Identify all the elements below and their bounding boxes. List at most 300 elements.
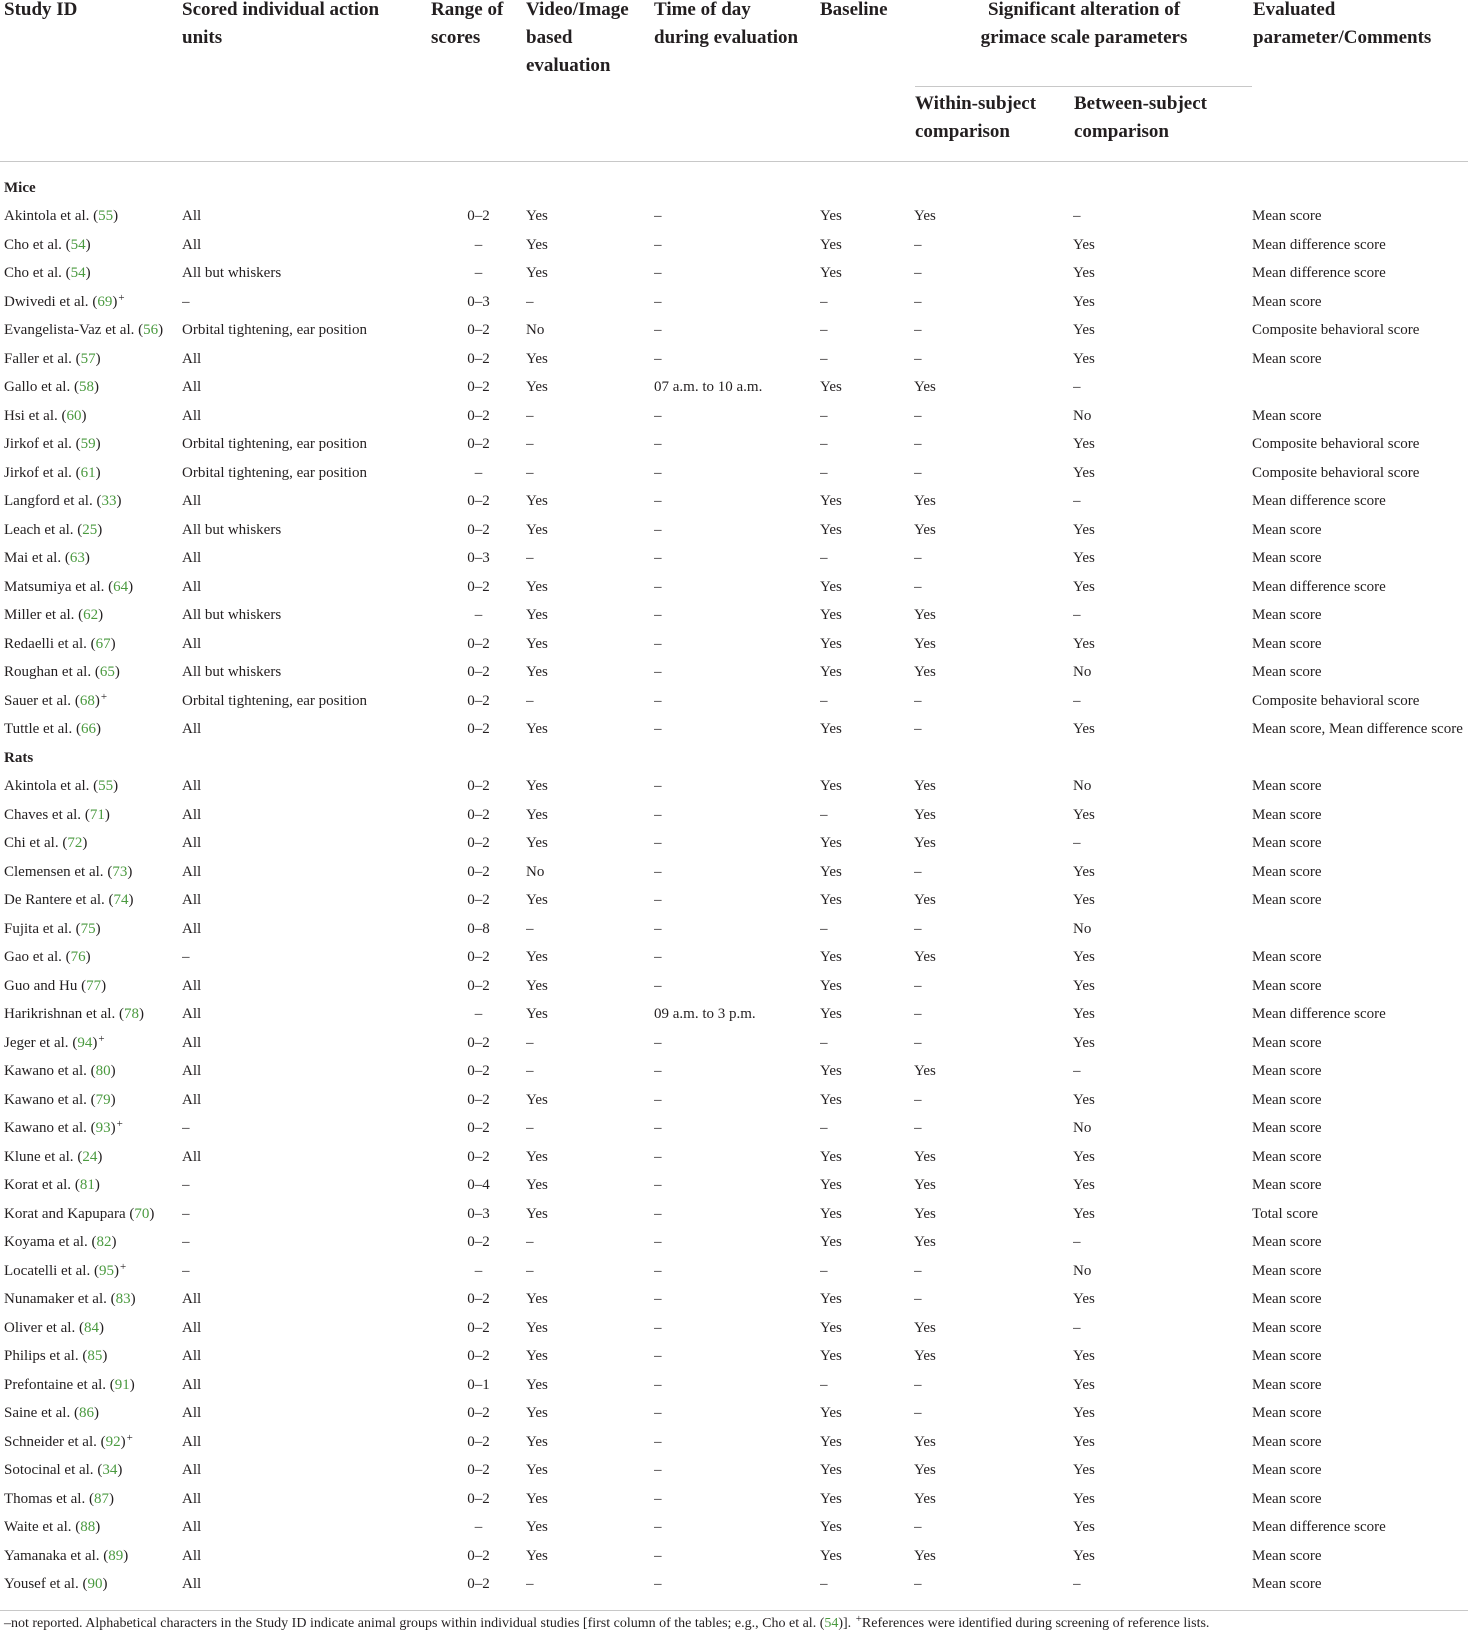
cell-baseline: Yes [820,635,842,652]
study-author: Sotocinal et al. [4,1462,94,1479]
cell-study-id: Koyama et al. (82) [4,1234,117,1251]
reference-link[interactable]: 70 [134,1205,150,1222]
study-author: Nunamaker et al. [4,1291,107,1308]
cell-within-subject: Yes [914,635,936,652]
cell-scored-units: All but whiskers [182,521,282,538]
cell-between-subject: No [1073,920,1092,937]
cell-time-of-day: – [654,1148,662,1165]
cell-scored-units: Orbital tightening, ear position [182,692,367,709]
study-author: Yamanaka et al. [4,1547,100,1564]
reference-link[interactable]: 54 [70,236,86,253]
cell-baseline: Yes [820,1490,842,1507]
table-row [0,1086,1475,1115]
cell-range: 0–4 [467,1177,490,1194]
cell-between-subject: No [1073,664,1092,681]
reference-link[interactable]: 77 [86,977,102,994]
reference-list-marker: + [98,1032,105,1045]
cell-range: 0–2 [467,977,490,994]
cell-range: 0–2 [467,1063,490,1080]
cell-video-based: – [526,920,534,937]
cell-baseline: – [820,1120,828,1137]
study-author: Leach et al. [4,521,74,538]
cell-baseline: Yes [820,208,842,225]
cell-range: 0–2 [467,1148,490,1165]
cell-within-subject: Yes [914,806,936,823]
cell-baseline: Yes [820,1091,842,1108]
cell-range: 0–2 [467,692,490,709]
cell-within-subject: – [914,977,922,994]
cell-within-subject: Yes [914,892,936,909]
cell-range: 0–2 [467,635,490,652]
cell-study-id: Korat et al. (81) [4,1177,100,1194]
cell-range: 0–2 [467,1034,490,1051]
reference-link[interactable]: 94 [77,1034,93,1051]
group-label: Mice [4,179,36,196]
table-row [0,1343,1475,1372]
cell-between-subject: Yes [1073,949,1095,966]
cell-within-subject: – [914,1091,922,1108]
cell-baseline: Yes [820,578,842,595]
cell-within-subject: – [914,407,922,424]
cell-time-of-day: – [654,1234,662,1251]
table-row [0,1457,1475,1486]
reference-link[interactable]: 65 [99,664,115,681]
cell-study-id: Dwivedi et al. (69)+ [4,291,125,310]
cell-video-based: Yes [526,1291,548,1308]
cell-study-id: Waite et al. (88) [4,1519,101,1536]
cell-within-subject: – [914,1262,922,1279]
reference-link[interactable]: 63 [69,550,85,567]
cell-study-id: Redaelli et al. (67) [4,635,116,652]
reference-link[interactable]: 24 [82,1148,98,1165]
cell-baseline: Yes [820,1433,842,1450]
cell-video-based: Yes [526,208,548,225]
cell-between-subject: – [1073,607,1081,624]
cell-within-subject: – [914,1291,922,1308]
reference-link[interactable]: 95 [98,1262,114,1279]
cell-within-subject: Yes [914,1177,936,1194]
cell-study-id: Leach et al. (25) [4,521,103,538]
cell-range: 0–2 [467,721,490,738]
reference-link[interactable]: 84 [83,1319,99,1336]
cell-evaluated-parameter: Mean score [1252,208,1322,225]
cell-within-subject: Yes [914,1462,936,1479]
study-author: Miller et al. [4,607,75,624]
cell-evaluated-parameter: Mean score [1252,1063,1322,1080]
cell-video-based: Yes [526,806,548,823]
cell-video-based: – [526,1120,534,1137]
cell-video-based: Yes [526,1006,548,1023]
cell-baseline: – [820,806,828,823]
cell-study-id: Cho et al. (54) [4,236,91,253]
cell-scored-units: All but whiskers [182,607,282,624]
cell-study-id: Chi et al. (72) [4,835,88,852]
cell-between-subject: Yes [1073,1148,1095,1165]
reference-link[interactable]: 55 [98,778,114,795]
reference-link[interactable]: 62 [83,607,99,624]
cell-baseline: Yes [820,493,842,510]
cell-scored-units: – [182,1205,190,1222]
cell-time-of-day: – [654,1547,662,1564]
cell-study-id: Guo and Hu (77) [4,977,107,994]
cell-range: 0–2 [467,1348,490,1365]
cell-study-id: Hsi et al. (60) [4,407,87,424]
table-row [0,402,1475,431]
cell-video-based: Yes [526,350,548,367]
study-author: Roughan et al. [4,664,92,681]
cell-between-subject: Yes [1073,265,1095,282]
cell-study-id: Prefontaine et al. (91) [4,1376,135,1393]
cell-evaluated-parameter: Mean score [1252,1177,1322,1194]
cell-time-of-day: – [654,892,662,909]
table-row [0,345,1475,374]
cell-time-of-day: – [654,578,662,595]
cell-study-id: Tuttle et al. (66) [4,721,101,738]
cell-scored-units: All [182,721,202,738]
cell-within-subject: Yes [914,208,936,225]
cell-time-of-day: – [654,521,662,538]
group-row [0,174,1475,203]
study-author: Cho et al. [4,265,62,282]
cell-within-subject: Yes [914,1205,936,1222]
cell-scored-units: All [182,1319,202,1336]
table-row [0,659,1475,688]
reference-link[interactable]: 66 [80,721,96,738]
cell-between-subject: Yes [1073,578,1095,595]
reference-list-marker: + [126,1431,133,1444]
cell-time-of-day: – [654,407,662,424]
cell-between-subject: Yes [1073,1177,1095,1194]
cell-baseline: – [820,350,828,367]
cell-video-based: Yes [526,493,548,510]
reference-link[interactable]: 55 [98,208,114,225]
study-author: Koyama et al. [4,1234,88,1251]
cell-evaluated-parameter: Composite behavioral score [1252,322,1420,339]
cell-scored-units: All [182,778,202,795]
reference-link[interactable]: 79 [95,1091,111,1108]
study-author: Prefontaine et al. [4,1376,107,1393]
reference-link[interactable]: 76 [70,949,86,966]
cell-study-id: Thomas et al. (87) [4,1490,114,1507]
cell-between-subject: – [1073,1234,1081,1251]
reference-link[interactable]: 85 [87,1348,103,1365]
reference-link[interactable]: 81 [79,1177,95,1194]
cell-within-subject: – [914,1405,922,1422]
header-video: Video/Image based evaluation [526,0,629,76]
cell-scored-units: All [182,1348,202,1365]
header-bottom-rule [0,161,1468,162]
cell-video-based: Yes [526,1462,548,1479]
footer-rule [0,1610,1468,1611]
table-row [0,374,1475,403]
header-between-subject: Between-subject comparison [1074,93,1207,142]
reference-link[interactable]: 90 [87,1576,103,1593]
reference-link[interactable]: 87 [93,1490,109,1507]
cell-time-of-day: – [654,1319,662,1336]
cell-within-subject: Yes [914,1148,936,1165]
cell-video-based: Yes [526,949,548,966]
cell-study-id: Korat and Kapupara (70) [4,1205,155,1222]
table-row [0,1001,1475,1030]
cell-time-of-day: – [654,1205,662,1222]
cell-range: 0–2 [467,407,490,424]
study-author: Gao et al. [4,949,62,966]
cell-study-id: Miller et al. (62) [4,607,104,624]
cell-video-based: – [526,1234,534,1251]
cell-study-id: Langford et al. (33) [4,493,122,510]
reference-link[interactable]: 92 [105,1433,121,1450]
cell-within-subject: – [914,265,922,282]
cell-scored-units: – [182,1262,190,1279]
cell-within-subject: – [914,721,922,738]
cell-video-based: – [526,1576,534,1593]
cell-within-subject: – [914,1034,922,1051]
cell-within-subject: Yes [914,835,936,852]
cell-range: 0–2 [467,1576,490,1593]
cell-within-subject: Yes [914,607,936,624]
cell-scored-units: All [182,1148,202,1165]
reference-link[interactable]: 75 [80,920,96,937]
cell-time-of-day: – [654,1462,662,1479]
reference-link[interactable]: 74 [113,892,129,909]
reference-link[interactable]: 91 [114,1376,130,1393]
reference-link[interactable]: 67 [95,635,111,652]
reference-link[interactable]: 71 [89,806,105,823]
cell-range: 0–2 [467,949,490,966]
cell-video-based: Yes [526,1091,548,1108]
cell-evaluated-parameter: Mean score [1252,1462,1322,1479]
reference-link[interactable]: 64 [113,578,129,595]
cell-study-id: Schneider et al. (92)+ [4,1431,133,1450]
cell-within-subject: Yes [914,1490,936,1507]
cell-within-subject: – [914,236,922,253]
reference-link[interactable]: 72 [67,835,83,852]
cell-study-id: Philips et al. (85) [4,1348,108,1365]
table-row [0,203,1475,232]
cell-range: – [474,464,483,481]
cell-evaluated-parameter: Mean score [1252,350,1322,367]
cell-scored-units: All [182,1490,202,1507]
cell-scored-units: – [182,949,190,966]
cell-video-based: Yes [526,1519,548,1536]
cell-baseline: Yes [820,1234,842,1251]
reference-link[interactable]: 68 [79,692,95,709]
cell-evaluated-parameter: Mean score [1252,1405,1322,1422]
study-author: Tuttle et al. [4,721,73,738]
table-row [0,972,1475,1001]
table-row [0,1143,1475,1172]
reference-link[interactable]: 83 [115,1291,131,1308]
cell-evaluated-parameter: Mean score [1252,1034,1322,1051]
cell-within-subject: Yes [914,493,936,510]
cell-time-of-day: – [654,350,662,367]
cell-study-id: Fujita et al. (75) [4,920,101,937]
table-row [0,602,1475,631]
study-author: Waite et al. [4,1519,72,1536]
reference-link[interactable]: 56 [143,322,159,339]
cell-video-based: – [526,293,534,310]
reference-link[interactable]: 57 [80,350,96,367]
cell-range: 0–2 [467,1433,490,1450]
reference-link[interactable]: 82 [96,1234,112,1251]
cell-video-based: – [526,1262,534,1279]
reference-link[interactable]: 60 [66,407,82,424]
cell-time-of-day: – [654,550,662,567]
table-row [0,459,1475,488]
cell-between-subject: Yes [1073,1006,1095,1023]
reference-link[interactable]: 54 [70,265,86,282]
cell-between-subject: No [1073,1262,1092,1279]
reference-link[interactable]: 88 [80,1519,96,1536]
cell-within-subject: Yes [914,1348,936,1365]
cell-scored-units: All [182,1576,202,1593]
cell-video-based: Yes [526,379,548,396]
cell-range: 0–2 [467,1490,490,1507]
reference-link[interactable]: 73 [112,863,128,880]
cell-video-based: Yes [526,664,548,681]
table-row [0,801,1475,830]
header-time: Time of day during evaluation [654,0,799,48]
cell-baseline: Yes [820,1148,842,1165]
cell-scored-units: All [182,578,202,595]
cell-between-subject: Yes [1073,1348,1095,1365]
cell-within-subject: Yes [914,521,936,538]
table-row [0,317,1475,346]
reference-link[interactable]: 86 [78,1405,94,1422]
cell-study-id: Akintola et al. (55) [4,208,119,225]
cell-time-of-day: – [654,721,662,738]
cell-within-subject: – [914,1376,922,1393]
cell-scored-units: All [182,1519,202,1536]
cell-scored-units: All but whiskers [182,664,282,681]
cell-evaluated-parameter: Composite behavioral score [1252,692,1420,709]
study-author: Kawano et al. [4,1063,87,1080]
cell-baseline: Yes [820,949,842,966]
header-study-id: Study ID [4,0,78,20]
cell-study-id: Yamanaka et al. (89) [4,1547,129,1564]
cell-study-id: Gao et al. (76) [4,949,91,966]
table-row [0,1115,1475,1144]
header-subrule [915,86,1252,87]
cell-within-subject: – [914,350,922,367]
cell-range: 0–1 [467,1376,490,1393]
study-author: Langford et al. [4,493,93,510]
cell-baseline: – [820,550,828,567]
cell-between-subject: Yes [1073,863,1095,880]
study-author: Evangelista-Vaz et al. [4,322,135,339]
reference-link[interactable]: 78 [123,1006,139,1023]
cell-baseline: – [820,920,828,937]
cell-study-id: Jirkof et al. (59) [4,436,101,453]
cell-between-subject: Yes [1073,1490,1095,1507]
table-row [0,260,1475,289]
table-row [0,687,1475,716]
cell-time-of-day: – [654,1376,662,1393]
cell-within-subject: Yes [914,1547,936,1564]
cell-between-subject: – [1073,208,1081,225]
cell-between-subject: – [1073,1063,1081,1080]
cell-video-based: Yes [526,635,548,652]
cell-between-subject: Yes [1073,892,1095,909]
cell-time-of-day: – [654,1433,662,1450]
cell-time-of-day: – [654,635,662,652]
cell-evaluated-parameter: Mean score [1252,1091,1322,1108]
table-row [0,1314,1475,1343]
reference-link[interactable]: 58 [78,379,94,396]
cell-video-based: Yes [526,1405,548,1422]
cell-evaluated-parameter: Mean score [1252,1262,1322,1279]
cell-baseline: Yes [820,721,842,738]
cell-time-of-day: – [654,920,662,937]
cell-scored-units: All [182,407,202,424]
group-row [0,744,1475,773]
cell-range: – [474,236,483,253]
cell-between-subject: Yes [1073,1519,1095,1536]
study-author: Schneider et al. [4,1433,97,1450]
reference-link[interactable]: 69 [97,293,113,310]
cell-between-subject: Yes [1073,1291,1095,1308]
cell-between-subject: – [1073,835,1081,852]
study-author: Chaves et al. [4,806,82,823]
reference-link[interactable]: 34 [102,1462,118,1479]
cell-within-subject: Yes [914,1433,936,1450]
reference-link[interactable]: 93 [95,1120,111,1137]
cell-within-subject: – [914,550,922,567]
cell-scored-units: All [182,892,202,909]
cell-range: 0–2 [467,493,490,510]
cell-scored-units: All [182,550,202,567]
reference-link[interactable]: 61 [80,464,96,481]
cell-baseline: – [820,1376,828,1393]
cell-between-subject: Yes [1073,464,1095,481]
cell-between-subject: – [1073,1319,1081,1336]
reference-list-marker: + [119,1260,127,1273]
cell-baseline: Yes [820,1405,842,1422]
cell-time-of-day: – [654,1519,662,1536]
reference-link[interactable]: 89 [108,1547,124,1564]
study-author: Klune et al. [4,1148,74,1165]
cell-evaluated-parameter: Mean score [1252,550,1322,567]
reference-link[interactable]: 80 [95,1063,111,1080]
cell-video-based: Yes [526,521,548,538]
study-author: Jeger et al. [4,1034,69,1051]
table-row [0,944,1475,973]
reference-list-marker: + [118,291,125,304]
group-label: Rats [4,749,34,766]
cell-video-based: No [526,863,545,880]
cell-evaluated-parameter: Mean score [1252,1148,1322,1165]
cell-within-subject: – [914,863,922,880]
header-baseline: Baseline [820,0,888,20]
cell-evaluated-parameter: Mean score [1252,1490,1322,1507]
cell-time-of-day: 09 a.m. to 3 p.m. [654,1006,756,1023]
reference-link[interactable]: 33 [101,493,117,510]
reference-link[interactable]: 59 [80,436,96,453]
cell-between-subject: Yes [1073,521,1095,538]
table-row [0,488,1475,517]
cell-time-of-day: – [654,1120,662,1137]
cell-between-subject: No [1073,1120,1092,1137]
cell-baseline: Yes [820,1063,842,1080]
cell-between-subject: No [1073,778,1092,795]
cell-study-id: Kawano et al. (93)+ [4,1118,123,1137]
cell-range: 0–2 [467,892,490,909]
footnote-ref-link[interactable]: 54 [824,1616,839,1631]
table-row [0,231,1475,260]
cell-time-of-day: – [654,1576,662,1593]
reference-link[interactable]: 25 [82,521,98,538]
cell-scored-units: – [182,1177,190,1194]
